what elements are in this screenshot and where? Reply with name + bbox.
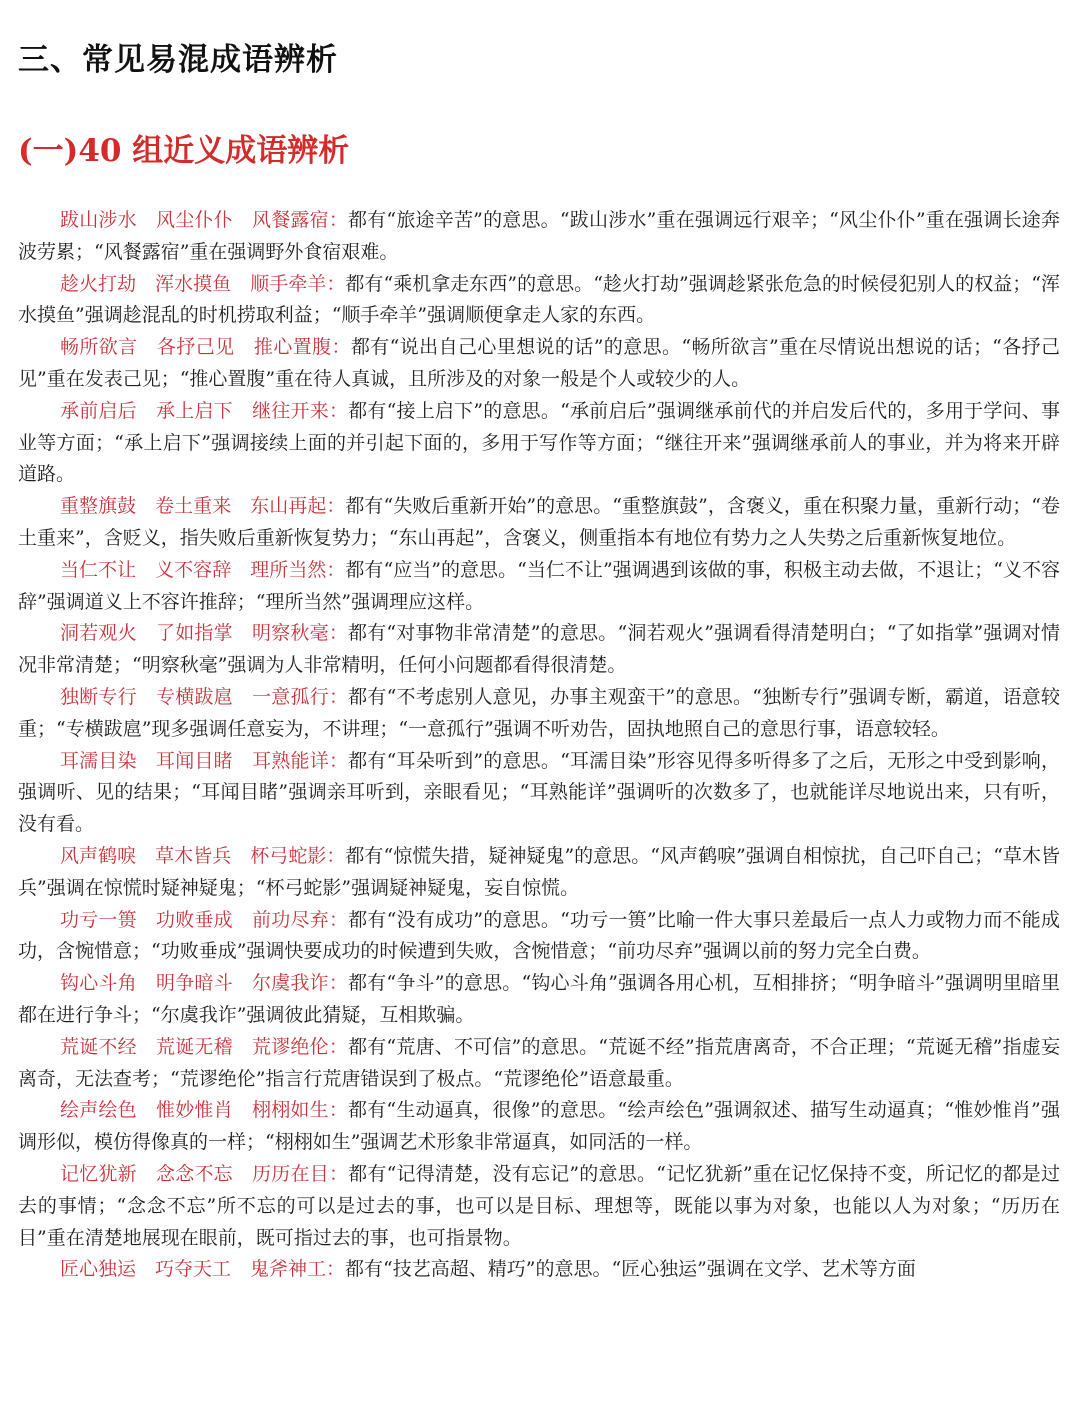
idiom-terms: 耳濡目染 耳闻目睹 耳熟能详： (60, 749, 349, 772)
idiom-terms: 重整旗鼓 卷土重来 东山再起： (60, 495, 346, 518)
idiom-description: 都有“耳朵听到”的意思。“耳濡目染”形容见得多听得多了之后，无形之中受到影响，强调听、见的结果；“耳闻目睹”强调亲耳听到，亲眼看见；“耳熟能详”强调听的次数多了，也就能详尽地说出来，只有听，没有看。 (18, 749, 1060, 836)
idiom-description: 都有“应当”的意思。“当仁不让”强调遇到该做的事，积极主动去做，不退让；“义不容辞”强调道义上不容许推辞；“理所当然”强调理应这样。 (18, 558, 1060, 613)
idiom-description: 都有“技艺高超、精巧”的意思。“匠心独运”强调在文学、艺术等方面 (345, 1258, 916, 1281)
idiom-entry (18, 968, 1060, 1032)
idiom-description: 都有“说出自己心里想说的话”的意思。“畅所欲言”重在尽情说出想说的话；“各抒己见”重在发表己见；“推心置腹”重在待人真诚，且所涉及的对象一般是个人或较少的人。 (18, 336, 1060, 390)
idiom-terms: 当仁不让 义不容辞 理所当然： (60, 558, 346, 581)
idiom-description: 都有“惊慌失措，疑神疑鬼”的意思。“风声鹤唳”强调自相惊扰，自己吓自己；“草木皆兵”强调在惊慌时疑神疑鬼；“杯弓蛇影”强调疑神疑鬼，妄自惊慌。 (18, 844, 1060, 899)
idiom-entry (18, 618, 1060, 682)
idiom-entry (18, 841, 1060, 905)
idiom-entry (18, 1159, 1060, 1254)
idiom-terms: 风声鹤唳 草木皆兵 杯弓蛇影： (60, 844, 346, 867)
idiom-entry (18, 682, 1060, 746)
idiom-description: 都有“乘机拿走东西”的意思。“趁火打劫”强调趁紧张危急的时候侵犯别人的权益；“浑水摸鱼”强调趁混乱的时机捞取利益；“顺手牵羊”强调顺便拿走人家的东西。 (18, 272, 1060, 327)
idiom-description: 都有“旅途辛苦”的意思。“跋山涉水”重在强调远行艰辛；“风尘仆仆”重在强调长途奔波劳累；“风餐露宿”重在强调野外食宿艰难。 (18, 209, 1060, 263)
idiom-entry (18, 269, 1060, 333)
idiom-entry (18, 1254, 1060, 1286)
idiom-description: 都有“没有成功”的意思。“功亏一篑”比喻一件大事只差最后一点人力或物力而不能成功，含惋惜意；“功败垂成”强调快要成功的时候遭到失败，含惋惜意；“前功尽弃”强调以前的努力完全白费。 (18, 908, 1060, 963)
idiom-terms: 钩心斗角 明争暗斗 尔虞我诈： (60, 972, 349, 995)
section-heading: 三、常见易混成语辨析 (18, 42, 338, 78)
idiom-entry (18, 1032, 1060, 1096)
idiom-terms: 匠心独运 巧夺天工 鬼斧神工： (60, 1258, 346, 1281)
idiom-entry (18, 555, 1060, 619)
idiom-entry (18, 905, 1060, 969)
idiom-description: 都有“不考虑别人意见，办事主观蛮干”的意思。“独断专行”强调专断，霸道，语意较重；“专横跋扈”现多强调任意妄为，不讲理；“一意孤行”强调不听劝告，固执地照自己的意思行事，语意较轻。 (18, 685, 1060, 740)
idiom-description: 都有“接上启下”的意思。“承前启后”强调继承前代的并启发后代的，多用于学问、事业等方面；“承上启下”强调接续上面的并引起下面的，多用于写作等方面；“继往开来”强调继承前人的事业，并为将来开辟道路。 (18, 399, 1060, 486)
idiom-terms: 畅所欲言 各抒己见 推心置腹： (60, 336, 351, 359)
idiom-description: 都有“失败后重新开始”的意思。“重整旗鼓”，含褒义，重在积聚力量，重新行动；“卷土重来”，含贬义，指失败后重新恢复势力；“东山再起”，含褒义，侧重指本有地位有势力之人失势之后重新恢复地位。 (18, 495, 1060, 549)
idiom-entry-list (18, 205, 1060, 1286)
idiom-terms: 绘声绘色 惟妙惟肖 栩栩如生： (60, 1099, 349, 1122)
idiom-terms: 荒诞不经 荒诞无稽 荒谬绝伦： (60, 1035, 349, 1058)
idiom-description: 都有“对事物非常清楚”的意思。“洞若观火”强调看得清楚明白；“了如指掌”强调对情况非常清楚；“明察秋毫”强调为人非常精明，任何小问题都看得很清楚。 (18, 622, 1060, 677)
idiom-terms: 承前启后 承上启下 继往开来： (60, 399, 349, 422)
idiom-terms: 独断专行 专横跋扈 一意孤行： (60, 685, 349, 708)
idiom-description: 都有“生动逼真，很像”的意思。“绘声绘色”强调叙述、描写生动逼真；“惟妙惟肖”强调形似，模仿得像真的一样；“栩栩如生”强调艺术形象非常逼真，如同活的一样。 (18, 1099, 1060, 1154)
idiom-entry (18, 205, 1060, 269)
idiom-description: 都有“争斗”的意思。“钩心斗角”强调各用心机，互相排挤；“明争暗斗”强调明里暗里都在进行争斗；“尔虞我诈”强调彼此猜疑，互相欺骗。 (18, 972, 1060, 1026)
idiom-terms: 跋山涉水 风尘仆仆 风餐露宿： (60, 209, 349, 231)
idiom-entry (18, 332, 1060, 396)
idiom-entry (18, 1095, 1060, 1159)
idiom-entry (18, 396, 1060, 491)
idiom-entry (18, 746, 1060, 841)
idiom-terms: 记忆犹新 念念不忘 历历在目： (60, 1162, 349, 1185)
idiom-terms: 洞若观火 了如指掌 明察秋毫： (60, 622, 349, 645)
idiom-entry (18, 491, 1060, 555)
idiom-description: 都有“记得清楚，没有忘记”的意思。“记忆犹新”重在记忆保持不变，所记忆的都是过去的事情；“念念不忘”所不忘的可以是过去的事，也可以是目标、理想等，既能以事为对象，也能以人为对象；“历历在目”重在清楚地展现在眼前，既可指过去的事，也可指景物。 (18, 1162, 1060, 1249)
idiom-terms: 功亏一篑 功败垂成 前功尽弃： (60, 908, 349, 931)
subsection-heading: (一)40 组近义成语辨析 (18, 133, 350, 169)
idiom-terms: 趁火打劫 浑水摸鱼 顺手牵羊： (60, 272, 346, 295)
idiom-description: 都有“荒唐、不可信”的意思。“荒诞不经”指荒唐离奇，不合正理；“荒诞无稽”指虚妄离奇，无法查考；“荒谬绝伦”指言行荒唐错误到了极点。“荒谬绝伦”语意最重。 (18, 1035, 1060, 1090)
